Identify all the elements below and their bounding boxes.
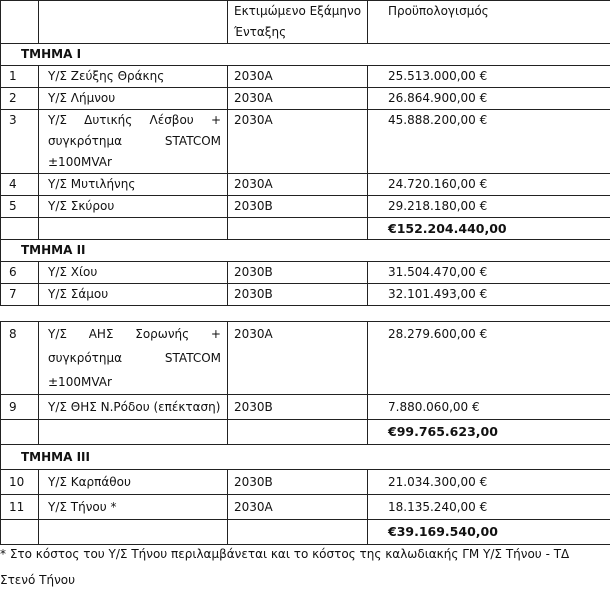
table-row xyxy=(1,470,610,495)
substation-name: Υ/Σ Ζεύξης Θράκης xyxy=(39,66,228,88)
table-row xyxy=(1,495,610,520)
substation-name: Υ/Σ Τήνου * xyxy=(39,495,228,520)
empty-cell xyxy=(228,218,368,240)
empty-cell xyxy=(39,420,228,445)
empty-cell xyxy=(228,420,368,445)
empty-cell xyxy=(39,218,228,240)
table-row xyxy=(1,395,610,420)
integration-semester: 2030A xyxy=(228,174,368,196)
budget-value: 28.279.600,00 € xyxy=(368,322,610,395)
header-row xyxy=(1,1,610,44)
row-number: 5 xyxy=(1,196,39,218)
budget-value: 32.101.493,00 € xyxy=(368,284,610,306)
budget-value: 31.504.470,00 € xyxy=(368,262,610,284)
section-title: ΤΜΗΜΑ ΙΙ xyxy=(1,240,610,262)
total-row xyxy=(1,218,610,240)
row-number: 8 xyxy=(1,322,39,395)
header-budget: Προϋπολογισμός xyxy=(368,1,610,44)
row-number: 4 xyxy=(1,174,39,196)
footnote: * Στο κόστος του Υ/Σ Τήνου περιλαμβάνεται και το κόστος της καλωδιακής ΓΜ Υ/Σ Τήνου - ΤΔ Στενό Τήνου xyxy=(0,541,606,593)
budget-value: 18.135.240,00 € xyxy=(368,495,610,520)
integration-semester: 2030A xyxy=(228,88,368,110)
budget-value: 21.034.300,00 € xyxy=(368,470,610,495)
budget-value: 45.888.200,00 € xyxy=(368,110,610,174)
budget-value: 25.513.000,00 € xyxy=(368,66,610,88)
integration-semester: 2030B xyxy=(228,262,368,284)
row-number: 2 xyxy=(1,88,39,110)
table-row xyxy=(1,262,610,284)
section-title: ΤΜΗΜΑ ΙΙΙ xyxy=(1,445,610,470)
section-total: €99.765.623,00 xyxy=(368,420,610,445)
integration-semester: 2030B xyxy=(228,470,368,495)
table-row xyxy=(1,174,610,196)
substation-name: Υ/Σ Σκύρου xyxy=(39,196,228,218)
section-total: €152.204.440,00 xyxy=(368,218,610,240)
row-number: 3 xyxy=(1,110,39,174)
substation-name: Υ/Σ ΑΗΣ Σορωνής + συγκρότημα STATCOM ±100MVAr xyxy=(39,322,228,395)
substation-name: Υ/Σ Σάμου xyxy=(39,284,228,306)
budget-value: 7.880.060,00 € xyxy=(368,395,610,420)
substation-name: Υ/Σ Χίου xyxy=(39,262,228,284)
table-row xyxy=(1,110,610,174)
row-number: 1 xyxy=(1,66,39,88)
integration-semester: 2030B xyxy=(228,284,368,306)
substation-name: Υ/Σ Καρπάθου xyxy=(39,470,228,495)
row-number: 11 xyxy=(1,495,39,520)
table-row xyxy=(1,88,610,110)
table-row xyxy=(1,66,610,88)
integration-semester: 2030B xyxy=(228,395,368,420)
substation-name: Υ/Σ Λήμνου xyxy=(39,88,228,110)
substation-name: Υ/Σ ΘΗΣ Ν.Ρόδου (επέκταση) xyxy=(39,395,228,420)
section-row xyxy=(1,445,610,470)
section-row xyxy=(1,240,610,262)
integration-semester: 2030A xyxy=(228,110,368,174)
substation-name: Υ/Σ Μυτιλήνης xyxy=(39,174,228,196)
total-row xyxy=(1,420,610,445)
table-row xyxy=(1,284,610,306)
budget-value: 24.720.160,00 € xyxy=(368,174,610,196)
integration-semester: 2030B xyxy=(228,196,368,218)
row-number: 6 xyxy=(1,262,39,284)
empty-cell xyxy=(1,420,39,445)
header-no xyxy=(1,1,39,44)
budget-table-part2 xyxy=(0,321,610,545)
row-number: 9 xyxy=(1,395,39,420)
header-name xyxy=(39,1,228,44)
budget-value: 26.864.900,00 € xyxy=(368,88,610,110)
substation-name: Υ/Σ Δυτικής Λέσβου + συγκρότημα STATCOM ±100MVAr xyxy=(39,110,228,174)
integration-semester: 2030A xyxy=(228,495,368,520)
section-row xyxy=(1,44,610,66)
budget-value: 29.218.180,00 € xyxy=(368,196,610,218)
integration-semester: 2030A xyxy=(228,66,368,88)
table-row xyxy=(1,322,610,395)
section-title: ΤΜΗΜΑ Ι xyxy=(1,44,610,66)
integration-semester: 2030A xyxy=(228,322,368,395)
empty-cell xyxy=(1,218,39,240)
table-row xyxy=(1,196,610,218)
header-semester: Εκτιμώμενο Εξάμηνο Ένταξης xyxy=(228,1,368,44)
section-total: €39.169.540,00 xyxy=(368,520,610,545)
row-number: 10 xyxy=(1,470,39,495)
row-number: 7 xyxy=(1,284,39,306)
